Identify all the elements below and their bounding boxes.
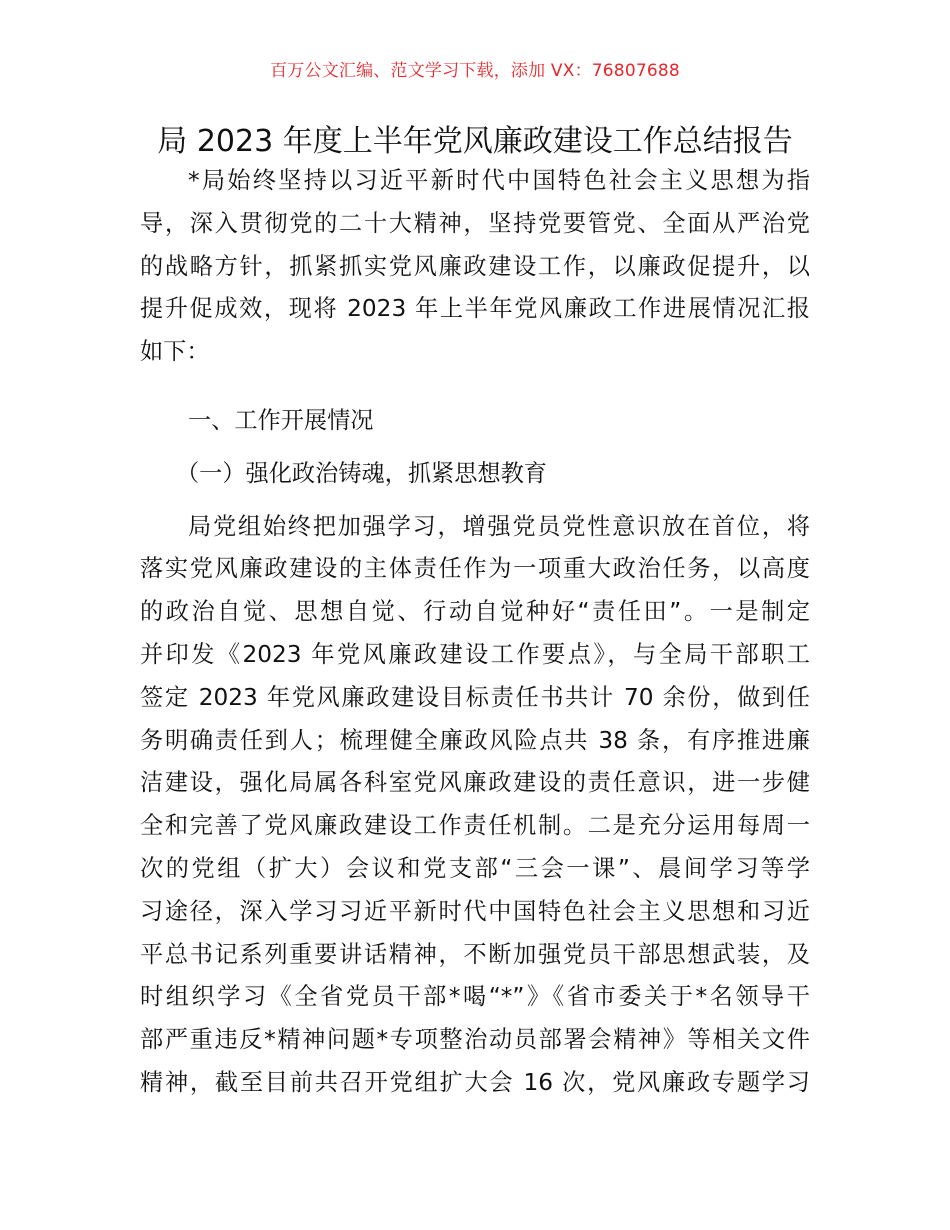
section-heading: 一、工作开展情况 <box>188 406 374 434</box>
text-line: 习途径，深入学习习近平新时代中国特色社会主义思想和习近 <box>140 897 810 925</box>
text-line: 的政治自觉、思想自觉、行动自觉种好“责任田”。一是制定 <box>140 598 810 626</box>
text-line: 落实党风廉政建设的主体责任作为一项重大政治任务，以高度 <box>140 555 810 583</box>
text-line: 时组织学习《全省党员干部*喝“*”》《省市委关于*名领导干 <box>140 983 810 1011</box>
text-line: 洁建设，强化局属各科室党风廉政建设的责任意识，进一步健 <box>140 769 810 797</box>
subsection-heading: （一）强化政治铸魂，抓紧思想教育 <box>176 459 547 487</box>
text-line: 如下： <box>140 338 210 366</box>
text-line: *局始终坚持以习近平新时代中国特色社会主义思想为指 <box>188 167 810 194</box>
document-title: 局 2023 年度上半年党风廉政建设工作总结报告 <box>157 124 793 159</box>
watermark-header: 百万公文汇编、范文学习下载，添加 VX：76807688 <box>270 61 680 81</box>
text-line: 签定 2023 年党风廉政建设目标责任书共计 70 余份，做到任 <box>140 683 810 711</box>
text-line: 并印发《2023 年党风廉政建设工作要点》，与全局干部职工 <box>140 640 810 668</box>
text-line: 务明确责任到人；梳理健全廉政风险点共 38 条，有序推进廉 <box>140 726 810 754</box>
text-line: 局党组始终把加强学习，增强党员党性意识放在首位，将 <box>188 512 810 540</box>
text-line: 导，深入贯彻党的二十大精神，坚持党要管党、全面从严治党 <box>140 209 810 237</box>
text-line: 提升促成效，现将 2023 年上半年党风廉政工作进展情况汇报 <box>140 295 810 323</box>
intro-paragraph <box>140 160 810 374</box>
text-line: 次的党组（扩大）会议和党支部“三会一课”、晨间学习等学 <box>140 854 810 882</box>
text-line: 平总书记系列重要讲话精神，不断加强党员干部思想武装，及 <box>140 940 810 968</box>
document-body <box>140 160 810 1105</box>
text-line: 全和完善了党风廉政建设工作责任机制。二是充分运用每周一 <box>140 812 810 840</box>
text-line: 部严重违反*精神问题*专项整治动员部署会精神》等相关文件 <box>140 1026 810 1054</box>
text-line: 的战略方针，抓紧抓实党风廉政建设工作，以廉政促提升，以 <box>140 252 810 280</box>
text-line: 精神，截至目前共召开党组扩大会 16 次，党风廉政专题学习 <box>140 1068 810 1096</box>
body-paragraph <box>140 506 810 1105</box>
